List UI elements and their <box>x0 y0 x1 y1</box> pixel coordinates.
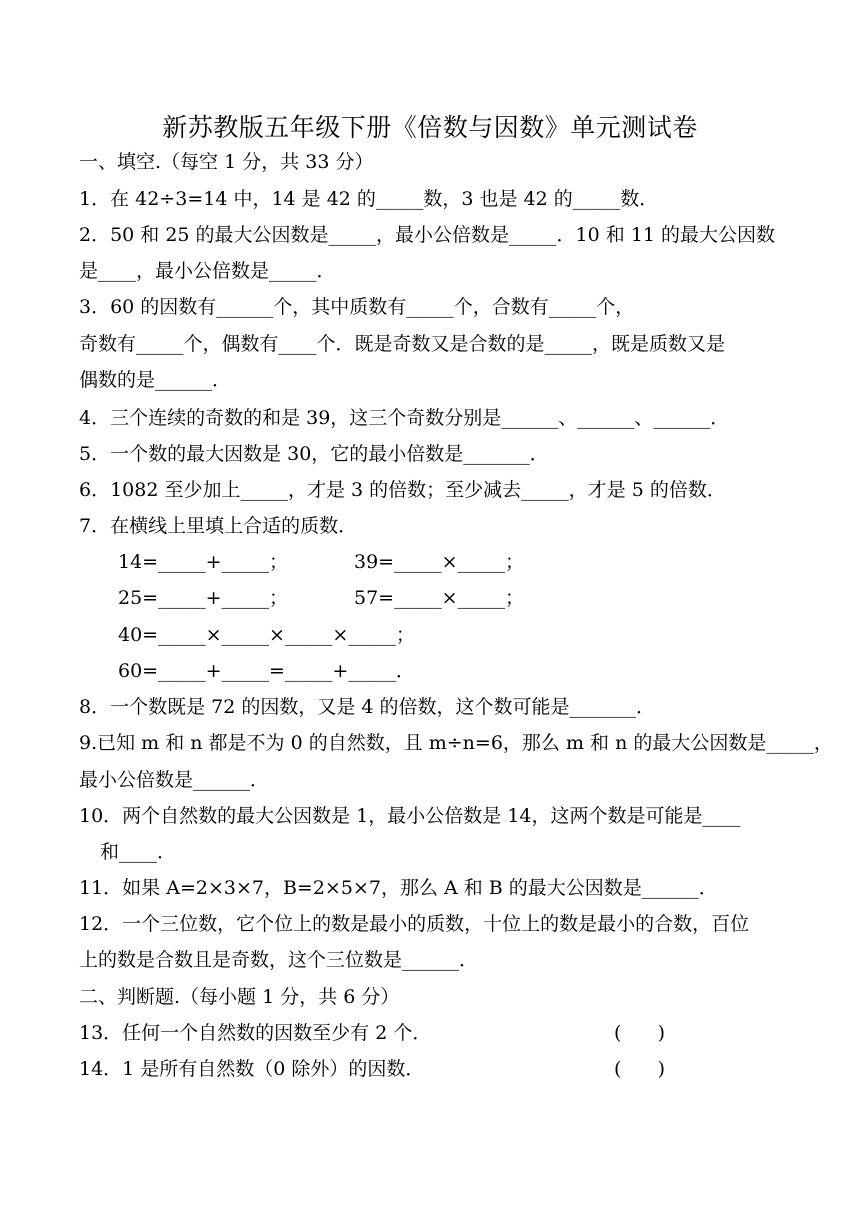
page-title: 新苏教版五年级下册《倍数与因数》单元测试卷 <box>162 113 698 142</box>
question-14: 14．1 是所有自然数（0 除外）的因数． <box>79 1058 425 1080</box>
question-3-line-1: 3．60 的因数有______个，其中质数有_____个，合数有_____个， <box>79 296 635 318</box>
section2-heading: 二、判断题.（每小题 1 分，共 6 分） <box>79 986 400 1008</box>
question-3-line-3: 偶数的是______． <box>79 369 232 391</box>
question-7-row-4: 60=_____+_____=_____+_____． <box>118 660 415 682</box>
question-7: 7．在横线上里填上合适的质数． <box>79 515 358 537</box>
answer-parentheses: ( ) <box>614 1022 666 1044</box>
question-7-row-2-left: 25=_____+_____； <box>118 587 289 609</box>
question-9-line-2: 最小公倍数是______． <box>79 769 270 791</box>
question-13: 13．任何一个自然数的因数至少有 2 个． <box>79 1022 432 1044</box>
question-6: 6．1082 至少加上_____，才是 3 的倍数；至少减去_____，才是 5 的倍数． <box>79 479 726 501</box>
question-5: 5．一个数的最大因数是 30，它的最小倍数是_______． <box>79 443 549 465</box>
question-12-line-1: 12．一个三位数，它个位上的数是最小的质数，十位上的数是最小的合数，百位 <box>79 913 750 935</box>
question-1: 1．在 42÷3=14 中，14 是 42 的_____数，3 也是 42 的_____数． <box>79 188 659 210</box>
question-10-line-2: 和____． <box>100 841 177 863</box>
question-8: 8．一个数既是 72 的因数，又是 4 的倍数，这个数可能是_______． <box>79 696 656 718</box>
question-12-line-2: 上的数是合数且是奇数，这个三位数是______． <box>79 949 479 971</box>
question-7-row-1-left: 14=_____+_____； <box>118 551 289 573</box>
question-7-row-2-right: 57=_____×_____； <box>354 587 525 609</box>
question-4: 4．三个连续的奇数的和是 39，这三个奇数分别是______、______、______． <box>79 407 730 429</box>
section1-heading: 一、填空.（每空 1 分，共 33 分） <box>79 151 374 173</box>
question-9-line-1: 9.已知 m 和 n 都是不为 0 的自然数，且 m÷n=6，那么 m 和 n 的最大公因数是_____， <box>79 732 833 754</box>
question-7-row-3: 40=_____×_____×_____×_____； <box>118 624 415 646</box>
question-7-row-1-right: 39=_____×_____； <box>354 551 525 573</box>
question-2-line-1: 2．50 和 25 的最大公因数是_____，最小公倍数是_____．10 和 11 的最大公因数 <box>79 224 776 246</box>
question-10-line-1: 10．两个自然数的最大公因数是 1，最小公倍数是 14，这两个数是可能是____ <box>79 805 741 827</box>
question-2-line-2: 是____，最小公倍数是_____． <box>79 260 336 282</box>
answer-parentheses: ( ) <box>614 1058 666 1080</box>
question-11: 11．如果 A=2×3×7，B=2×5×7，那么 A 和 B 的最大公因数是______． <box>79 877 718 899</box>
question-3-line-2: 奇数有_____个，偶数有____个．既是奇数又是合数的是_____，既是质数又是 <box>79 333 726 355</box>
